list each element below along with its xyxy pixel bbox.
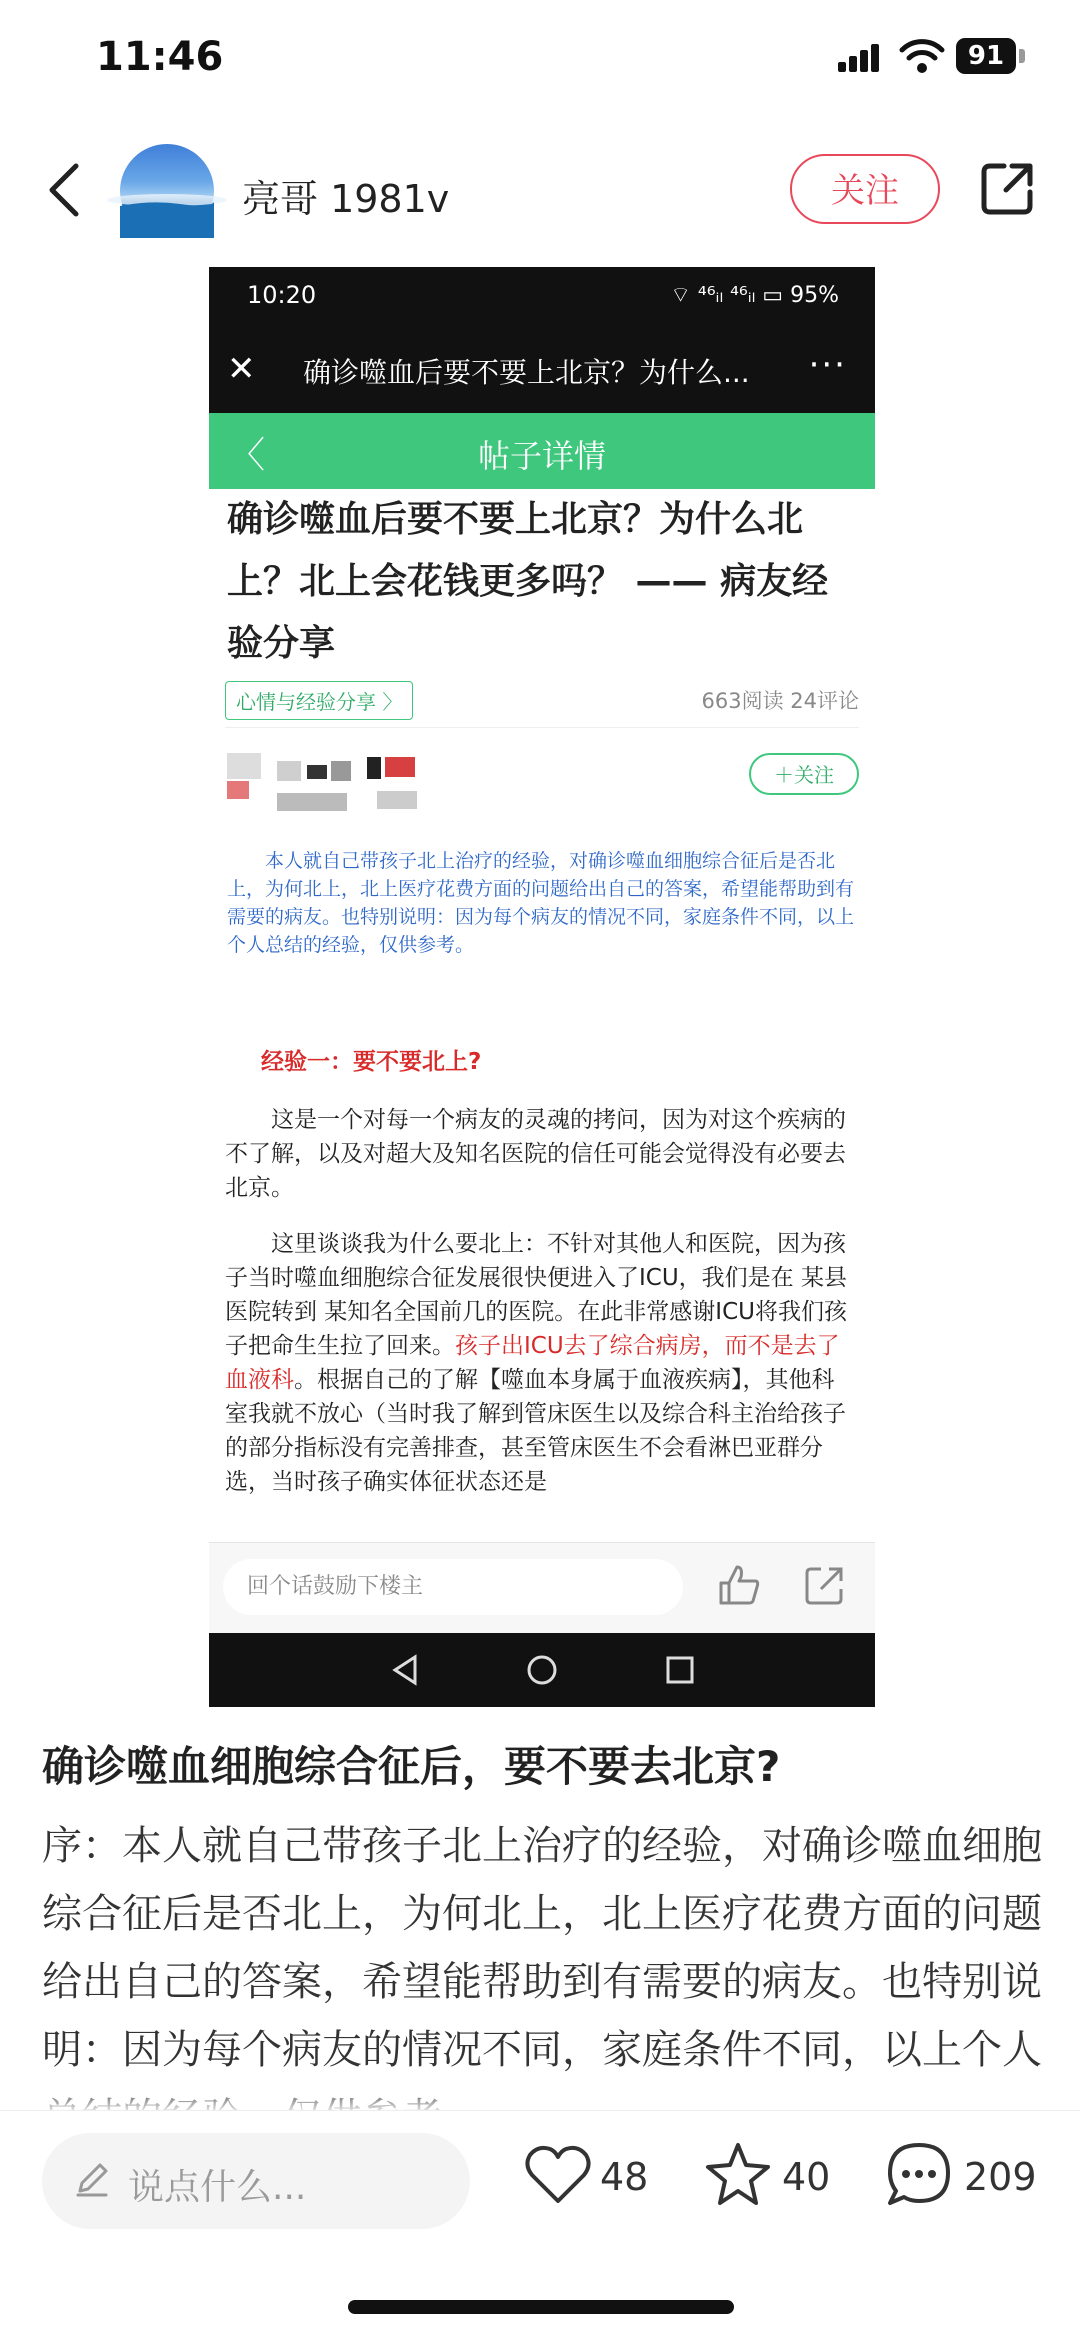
image-nav-title: 帖子详情 (477, 437, 606, 475)
image-post-tag: 心情与经验分享 〉 (225, 681, 413, 720)
share-icon[interactable] (980, 160, 1036, 216)
status-time: 11:46 (96, 34, 224, 80)
square-recents-icon (663, 1653, 697, 1687)
battery-level: 91 (956, 38, 1016, 74)
image-paragraph-2 (225, 1227, 855, 1499)
article-title: 确诊噬血细胞综合征后，要不要去北京? (42, 1742, 781, 1791)
comment-button[interactable] (884, 2141, 1044, 2221)
share-icon (803, 1563, 847, 1607)
circle-home-icon (525, 1653, 559, 1687)
follow-button[interactable]: 关注 (790, 154, 940, 224)
home-indicator (348, 2300, 734, 2314)
back-button[interactable] (40, 160, 90, 220)
image-system-nav (209, 1633, 875, 1707)
more-icon: ··· (808, 345, 847, 385)
image-bottom-bar (209, 1542, 875, 1633)
battery-icon (956, 38, 1026, 74)
chevron-left-icon: 〈 (229, 435, 266, 476)
username[interactable]: 亮哥 1981v (242, 177, 450, 221)
image-paragraph-2-highlight: 孩子出ICU去了综合病房，而不是去了血液科 (225, 1333, 840, 1393)
thumbs-up-icon (717, 1563, 761, 1607)
favorite-button[interactable] (704, 2141, 844, 2221)
image-status-icons: ⌔ ⁴⁶ᵢₗ ⁴⁶ᵢₗ ▭ 95% (670, 283, 839, 308)
signal-icon (838, 44, 880, 72)
star-icon (704, 2141, 772, 2209)
image-paragraph-1: 这是一个对每一个病友的灵魂的拷问，因为对这个疾病的不了解，以及对超大及知名医院的信任可能会觉得没有必要去北京。 (225, 1107, 846, 1201)
favorite-count: 40 (782, 2155, 831, 2199)
image-title-bar (209, 327, 875, 413)
post-image[interactable] (209, 267, 875, 1707)
pencil-icon (72, 2159, 112, 2199)
image-window-title: 确诊噬血后要不要上北京？为什么... (303, 356, 750, 389)
image-experience-heading: 经验一：要不要北上? (261, 1049, 482, 1075)
image-paragraph-2a: 这里谈谈我为什么要北上：不针对其他人和医院，因为孩子当时噬血细胞综合征发展很快便进入了ICU，我们是在 某县医院转到 某知名全国前几的医院。在此非常感谢ICU将我们孩子把命生生拉了回来。 (225, 1231, 847, 1359)
close-icon: ✕ (227, 349, 256, 389)
image-post-title: 确诊噬血后要不要上北京？为什么北上？北上会花钱更多吗？ —— 病友经验分享 (227, 499, 829, 664)
wifi-icon (900, 38, 944, 74)
image-follow-button: ＋关注 (749, 753, 859, 795)
blurred-author (227, 753, 507, 823)
image-reply-input: 回个话鼓励下楼主 (223, 1559, 683, 1615)
triangle-back-icon (389, 1653, 423, 1687)
heart-icon (524, 2141, 592, 2209)
divider (225, 727, 859, 728)
image-status-time: 10:20 (247, 281, 317, 309)
image-status-bar (209, 267, 875, 327)
comment-count: 209 (964, 2155, 1037, 2199)
image-intro: 本人就自己带孩子北上治疗的经验，对确诊噬血细胞综合征后是否北上，为何北上，北上医疗花费方面的问题给出自己的答案，希望能帮助到有需要的病友。也特别说明：因为每个病友的情况不同，家庭条件不同，以上个人总结的经验，仅供参考。 (227, 850, 855, 956)
status-bar (0, 0, 1080, 110)
like-button[interactable] (524, 2141, 664, 2221)
avatar[interactable] (120, 144, 214, 238)
image-paragraph-2b: 。根据自己的了解【噬血本身属于血液疾病】，其他科室我就不放心（当时我了解到管床医生以及综合科主治给孩子的部分指标没有完善排查，甚至管床医生不会看淋巴亚群分选，当时孩子确实体征状态还是 (225, 1367, 846, 1495)
comment-placeholder: 说点什么... (128, 2167, 307, 2208)
image-nav-bar (209, 413, 875, 489)
image-post-stats: 663阅读 24评论 (701, 689, 859, 713)
comment-input[interactable] (42, 2133, 470, 2229)
article-body[interactable]: 序：本人就自己带孩子北上治疗的经验，对确诊噬血细胞综合征后是否北上，为何北上，北上医疗花费方面的问题给出自己的答案，希望能帮助到有需要的病友。也特别说明：因为每个病友的情况不同，家庭条件不同，以上个人 (42, 1823, 1042, 2073)
like-count: 48 (600, 2155, 649, 2199)
chat-bubble-icon (884, 2141, 954, 2211)
profile-header (0, 140, 1080, 240)
